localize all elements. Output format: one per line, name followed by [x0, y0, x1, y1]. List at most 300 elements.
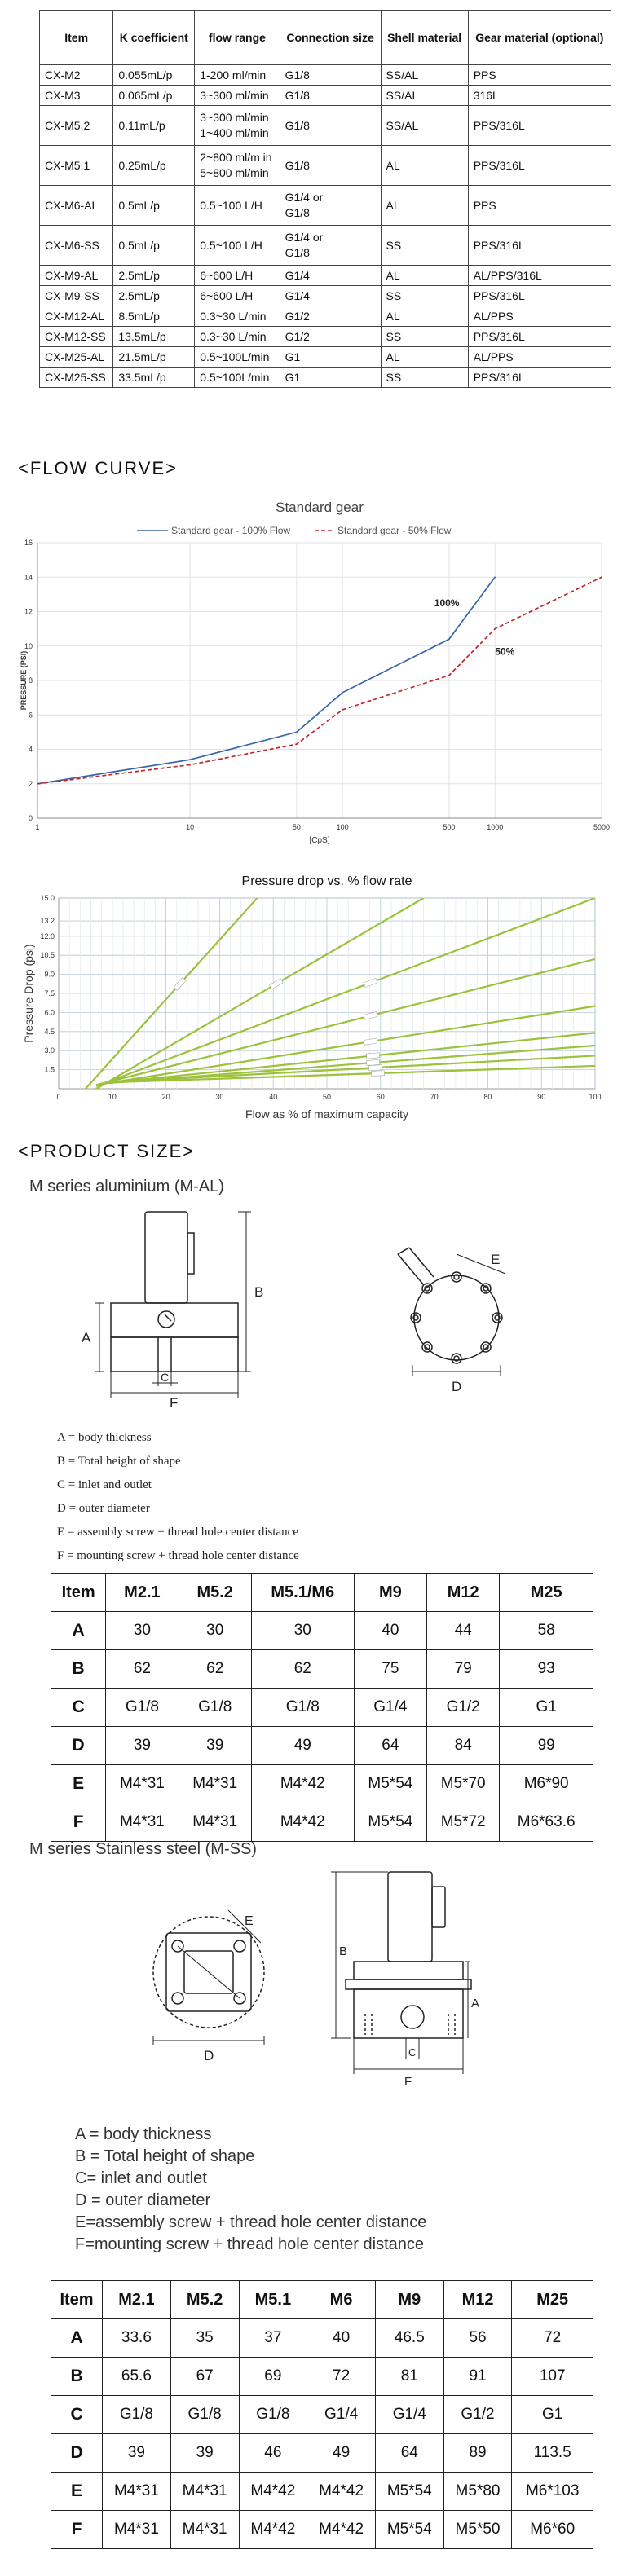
ss-cell: A	[51, 2319, 103, 2358]
spec-cell-item	[40, 106, 113, 146]
chart1-y-tick: 4	[28, 745, 33, 754]
spec-cell-k	[113, 106, 195, 146]
chart2-x-tick: 30	[215, 1093, 224, 1101]
al-cell: 58	[500, 1612, 593, 1650]
spec-cell-line: 0.5~100 L/H	[200, 198, 262, 212]
spec-cell-flow	[195, 146, 280, 186]
spec-cell-conn	[280, 286, 381, 306]
spec-cell-k	[113, 306, 195, 327]
al-cell: 62	[106, 1650, 179, 1689]
ss-row	[51, 2473, 593, 2511]
spec-cell-gear	[468, 266, 611, 286]
chart1-y-tick: 0	[28, 814, 33, 822]
ss-cell: 46.5	[375, 2319, 443, 2358]
al-cell: C	[51, 1689, 106, 1727]
chart2-x-tick: 80	[483, 1093, 492, 1101]
ss-label-e: E	[245, 1914, 254, 1928]
spec-cell-item	[40, 226, 113, 266]
spec-cell-conn	[280, 368, 381, 388]
spec-cell-line: 0.3~30 L/min	[200, 329, 267, 343]
ss-cell: 107	[512, 2358, 593, 2396]
ss-cell: B	[51, 2358, 103, 2396]
chart1-point	[448, 639, 450, 641]
spec-cell-text: CX-M12-AL	[45, 309, 105, 323]
legend-line: C = inlet and outlet	[57, 1478, 152, 1491]
spec-cell-gear	[468, 186, 611, 226]
ss-cell: M5*54	[375, 2473, 443, 2511]
chart1-x-tick: 500	[443, 823, 456, 831]
spec-cell-k	[113, 368, 195, 388]
spec-header-cell: Shell material	[381, 11, 468, 65]
al-label-d: D	[452, 1379, 462, 1394]
chart1-annotation-50: 50%	[495, 645, 515, 658]
spec-cell-item	[40, 65, 113, 86]
al-cell: G1	[500, 1689, 593, 1727]
al-label-c: C	[161, 1371, 170, 1384]
chart2-line-tag	[366, 1053, 380, 1059]
ss-header-cell: Item	[51, 2281, 103, 2319]
al-header-cell: M2.1	[106, 1574, 179, 1612]
ss-cell: G1/2	[443, 2396, 512, 2434]
al-cell: 79	[427, 1650, 500, 1689]
ss-label-c: C	[408, 2046, 417, 2059]
spec-cell-text: PPS/316L	[473, 329, 525, 343]
spec-cell-line: G1/8	[285, 118, 310, 132]
al-cell: 49	[251, 1727, 354, 1765]
chart1-point	[189, 759, 191, 760]
spec-cell-item	[40, 368, 113, 388]
spec-cell-k	[113, 327, 195, 347]
ss-cell: 91	[443, 2358, 512, 2396]
chart2-y-tick: 1.5	[44, 1065, 55, 1074]
spec-header-cell: Gear material (optional)	[468, 11, 611, 65]
ss-cell: G1/8	[239, 2396, 307, 2434]
al-cell: 99	[500, 1727, 593, 1765]
al-cell: E	[51, 1765, 106, 1803]
spec-cell-shell	[381, 306, 468, 327]
ss-cell: M4*42	[307, 2473, 376, 2511]
spec-cell-gear	[468, 106, 611, 146]
chart1-y-tick: 2	[28, 779, 33, 788]
legend-line: F=mounting screw + thread hole center distance	[75, 2235, 425, 2253]
chart2-x-tick: 100	[589, 1093, 602, 1101]
spec-cell-text: 21.5mL/p	[118, 350, 166, 363]
spec-cell-line: 1~400 ml/min	[200, 126, 269, 139]
spec-cell-line: G1/8	[285, 68, 310, 81]
ss-cell: M5*80	[443, 2473, 512, 2511]
spec-cell-shell	[381, 368, 468, 388]
ss-cell: M4*31	[103, 2473, 171, 2511]
chart1-annotation-100: 100%	[434, 597, 460, 610]
al-cell: G1/2	[427, 1689, 500, 1727]
ss-header-cell: M6	[307, 2281, 376, 2319]
ss-cell: C	[51, 2396, 103, 2434]
al-cell: G1/8	[106, 1689, 179, 1727]
ss-row	[51, 2511, 593, 2549]
spec-cell-text: PPS	[473, 198, 496, 212]
spec-cell-k	[113, 286, 195, 306]
chart1-title: Standard gear	[276, 500, 364, 515]
spec-cell-text: AL	[386, 350, 400, 363]
al-label-f: F	[170, 1395, 179, 1411]
chart1-x-tick: 5000	[593, 823, 611, 831]
chart1-x-tick: 1	[35, 823, 40, 831]
al-row	[51, 1689, 593, 1727]
spec-cell-text: CX-M9-SS	[45, 288, 99, 302]
ss-cell: M4*42	[239, 2511, 307, 2549]
spec-cell-text: AL/PPS/316L	[473, 268, 542, 282]
spec-cell-text: CX-M6-AL	[45, 198, 99, 212]
spec-cell-line: G1	[285, 370, 301, 384]
spec-cell-line: 6~600 L/H	[200, 288, 254, 302]
al-cell: 30	[179, 1612, 251, 1650]
spec-cell-line: 5~800 ml/min	[200, 166, 269, 179]
spec-cell-text: 0.11mL/p	[118, 118, 165, 132]
al-label-a: A	[82, 1330, 91, 1345]
spec-cell-line: G1/4 or	[285, 231, 324, 244]
spec-cell-text: PPS/316L	[473, 288, 525, 302]
ss-cell: M5*50	[443, 2511, 512, 2549]
ss-cell: F	[51, 2511, 103, 2549]
spec-cell-gear	[468, 146, 611, 186]
chart2-y-tick: 12.0	[40, 931, 55, 940]
chart2-x-tick: 40	[269, 1093, 278, 1101]
spec-cell-conn	[280, 106, 381, 146]
legend-line: B = Total height of shape	[57, 1455, 181, 1468]
chart1-point	[494, 576, 496, 578]
ss-cell: 72	[307, 2358, 376, 2396]
ss-label-d: D	[204, 2048, 214, 2063]
spec-cell-text: SS/AL	[386, 118, 419, 132]
al-side-view-drawing	[70, 1202, 282, 1414]
chart2-line-tag	[368, 1065, 382, 1071]
ss-cell: 37	[239, 2319, 307, 2358]
legend-line: A = body thickness	[57, 1431, 152, 1444]
spec-cell-text: 2.5mL/p	[118, 268, 160, 282]
al-header-cell: M12	[427, 1574, 500, 1612]
spec-cell-conn	[280, 226, 381, 266]
ss-cell: G1/4	[375, 2396, 443, 2434]
spec-cell-text: CX-M12-SS	[45, 329, 106, 343]
spec-cell-text: 0.065mL/p	[118, 88, 173, 102]
spec-cell-shell	[381, 347, 468, 368]
chart1-point	[296, 732, 298, 733]
chart1-x-tick: 1000	[487, 823, 504, 831]
spec-cell-gear	[468, 368, 611, 388]
spec-cell-flow	[195, 86, 280, 106]
spec-row	[40, 146, 611, 186]
spec-cell-text: 13.5mL/p	[118, 329, 166, 343]
ss-cell: G1/8	[170, 2396, 239, 2434]
spec-cell-text: AL	[386, 198, 400, 212]
spec-cell-text: 8.5mL/p	[118, 309, 160, 323]
chart1-point	[601, 576, 602, 578]
chart2-x-tick: 0	[56, 1093, 61, 1101]
al-legend	[57, 1426, 299, 1568]
ss-cell: G1/4	[307, 2396, 376, 2434]
chart2-y-tick: 6.0	[44, 1008, 55, 1017]
al-cell: 64	[354, 1727, 426, 1765]
al-cell: M4*31	[106, 1803, 179, 1842]
ss-cell: M4*31	[170, 2473, 239, 2511]
spec-cell-text: CX-M5.2	[45, 118, 90, 132]
al-cell: M5*54	[354, 1765, 426, 1803]
al-row	[51, 1612, 593, 1650]
al-cell: 30	[251, 1612, 354, 1650]
spec-cell-text: 0.055mL/p	[118, 68, 173, 81]
legend-line: E=assembly screw + thread hole center distance	[75, 2213, 427, 2231]
spec-cell-item	[40, 306, 113, 327]
chart1-legend	[137, 525, 452, 536]
ss-cell: M4*42	[307, 2511, 376, 2549]
spec-cell-conn	[280, 86, 381, 106]
ss-cell: 81	[375, 2358, 443, 2396]
flow-curve-heading: <FLOW CURVE>	[18, 458, 178, 478]
spec-cell-gear	[468, 286, 611, 306]
ss-legend	[75, 2124, 426, 2256]
spec-cell-line: 3~300 ml/min	[200, 111, 269, 124]
product-size-heading: <PRODUCT SIZE>	[18, 1141, 196, 1161]
ss-label-a: A	[471, 1997, 480, 2010]
legend-line: D = outer diameter	[57, 1502, 150, 1515]
ss-cell: 33.6	[103, 2319, 171, 2358]
spec-cell-item	[40, 327, 113, 347]
ss-header-cell: M25	[512, 2281, 593, 2319]
chart1-y-tick: 12	[24, 607, 33, 616]
spec-cell-shell	[381, 286, 468, 306]
al-cell: 75	[354, 1650, 426, 1689]
chart1-y-tick: 14	[24, 573, 33, 582]
spec-row	[40, 266, 611, 286]
ss-header-cell: M9	[375, 2281, 443, 2319]
spec-cell-text: SS	[386, 370, 402, 384]
chart2-title: Pressure drop vs. % flow rate	[241, 874, 412, 888]
ss-header-cell: M12	[443, 2281, 512, 2319]
ss-label-f: F	[404, 2075, 412, 2089]
spec-cell-text: CX-M25-AL	[45, 350, 105, 363]
spec-cell-text: AL	[386, 309, 400, 323]
chart1-y-tick: 6	[28, 711, 33, 720]
al-cell: M4*31	[106, 1765, 179, 1803]
ss-side-view-drawing	[326, 1854, 481, 2098]
ss-cell: E	[51, 2473, 103, 2511]
spec-row	[40, 347, 611, 368]
al-row	[51, 1765, 593, 1803]
spec-cell-item	[40, 286, 113, 306]
chart2-x-tick: 50	[322, 1093, 332, 1101]
al-cell: G1/8	[179, 1689, 251, 1727]
spec-cell-text: PPS/316L	[473, 158, 525, 172]
chart1-point	[37, 783, 38, 785]
chart2-x-tick: 20	[161, 1093, 170, 1101]
ss-cell: 39	[170, 2434, 239, 2473]
legend-line: A = body thickness	[75, 2125, 212, 2143]
spec-cell-item	[40, 347, 113, 368]
chart2-line-tag	[371, 1071, 384, 1077]
spec-cell-conn	[280, 266, 381, 286]
spec-cell-line: 0.5~100 L/H	[200, 238, 262, 252]
al-cell: G1/4	[354, 1689, 426, 1727]
spec-cell-text: AL	[386, 158, 400, 172]
ss-cell: M5*54	[375, 2511, 443, 2549]
chart1-x-tick: 50	[292, 823, 301, 831]
al-cell: 40	[354, 1612, 426, 1650]
spec-row	[40, 186, 611, 226]
spec-cell-conn	[280, 327, 381, 347]
al-cell: M4*42	[251, 1803, 354, 1842]
spec-header-cell: flow range	[195, 11, 280, 65]
al-label-b: B	[254, 1284, 264, 1300]
spec-cell-line: 0.5~100L/min	[200, 370, 270, 384]
spec-cell-conn	[280, 186, 381, 226]
ss-series-title: M series Stainless steel (M-SS)	[29, 1840, 257, 1858]
ss-cell: 46	[239, 2434, 307, 2473]
ss-header-cell: M5.1	[239, 2281, 307, 2319]
spec-cell-line: 0.5~100L/min	[200, 350, 270, 363]
spec-cell-line: G1/2	[285, 309, 310, 323]
spec-cell-flow	[195, 266, 280, 286]
ss-header-cell: M2.1	[103, 2281, 171, 2319]
spec-cell-line: G1/2	[285, 329, 310, 343]
spec-cell-shell	[381, 86, 468, 106]
standard-gear-chart	[16, 494, 611, 844]
chart2-y-tick: 7.5	[44, 989, 55, 997]
chart2-x-label: Flow as % of maximum capacity	[245, 1107, 408, 1121]
al-header-cell: Item	[51, 1574, 106, 1612]
spec-header-cell: K coefficient	[113, 11, 195, 65]
chart1-y-tick: 8	[28, 676, 33, 685]
al-cell: M4*42	[251, 1765, 354, 1803]
spec-cell-shell	[381, 146, 468, 186]
spec-cell-line: G1/8	[285, 246, 310, 259]
ss-cell: 56	[443, 2319, 512, 2358]
ss-cell: 64	[375, 2434, 443, 2473]
al-series-title: M series aluminium (M-AL)	[29, 1178, 224, 1196]
al-header-cell: M9	[354, 1574, 426, 1612]
spec-cell-text: CX-M2	[45, 68, 81, 81]
ss-cell: M4*31	[103, 2511, 171, 2549]
legend-label-100: Standard gear - 100% Flow	[171, 525, 291, 536]
spec-cell-flow	[195, 65, 280, 86]
spec-cell-text: 0.5mL/p	[118, 198, 160, 212]
spec-cell-gear	[468, 65, 611, 86]
spec-cell-line: G1	[285, 350, 301, 363]
spec-cell-shell	[381, 266, 468, 286]
chart1-x-tick: 100	[336, 823, 349, 831]
spec-cell-line: G1/8	[285, 88, 310, 102]
al-dimension-table	[51, 1573, 593, 1842]
spec-cell-line: G1/4	[285, 288, 310, 302]
spec-cell-text: SS/AL	[386, 68, 419, 81]
spec-cell-flow	[195, 347, 280, 368]
ss-cell: G1/8	[103, 2396, 171, 2434]
spec-cell-k	[113, 347, 195, 368]
spec-cell-text: CX-M5.1	[45, 158, 90, 172]
spec-row	[40, 327, 611, 347]
ss-cell: 49	[307, 2434, 376, 2473]
chart2-x-tick: 10	[108, 1093, 117, 1101]
spec-cell-line: G1/8	[285, 206, 310, 219]
ss-cell: 69	[239, 2358, 307, 2396]
ss-dimension-table	[51, 2280, 593, 2549]
al-cell: 93	[500, 1650, 593, 1689]
spec-cell-text: SS	[386, 288, 402, 302]
spec-cell-shell	[381, 186, 468, 226]
chart2-y-tick: 13.2	[40, 917, 55, 926]
spec-cell-text: AL/PPS	[473, 309, 514, 323]
spec-cell-text: PPS/316L	[473, 370, 525, 384]
spec-cell-line: 1-200 ml/min	[200, 68, 267, 81]
al-label-e: E	[491, 1252, 501, 1267]
al-cell: M5*70	[427, 1765, 500, 1803]
spec-cell-flow	[195, 327, 280, 347]
chart1-y-label: PRESSURE (PSI)	[20, 650, 28, 711]
chart1-point	[448, 675, 450, 676]
al-top-view-drawing	[375, 1226, 554, 1406]
spec-cell-text: 33.5mL/p	[118, 370, 166, 384]
al-cell: 62	[251, 1650, 354, 1689]
spec-row	[40, 226, 611, 266]
ss-row	[51, 2434, 593, 2473]
al-row	[51, 1803, 593, 1842]
spec-cell-shell	[381, 65, 468, 86]
al-header-cell: M5.1/M6	[251, 1574, 354, 1612]
spec-row	[40, 306, 611, 327]
legend-line: D = outer diameter	[75, 2191, 211, 2209]
al-row	[51, 1650, 593, 1689]
spec-cell-k	[113, 186, 195, 226]
spec-cell-text: SS/AL	[386, 88, 419, 102]
spec-cell-flow	[195, 286, 280, 306]
ss-cell: 65.6	[103, 2358, 171, 2396]
spec-header-cell: Connection size	[280, 11, 381, 65]
spec-cell-text: CX-M6-SS	[45, 238, 99, 252]
spec-cell-text: CX-M3	[45, 88, 81, 102]
ss-cell: 39	[103, 2434, 171, 2473]
chart2-x-tick: 60	[376, 1093, 385, 1101]
spec-cell-flow	[195, 186, 280, 226]
spec-cell-text: PPS/316L	[473, 238, 525, 252]
spec-cell-text: CX-M25-SS	[45, 370, 106, 384]
al-cell: 62	[179, 1650, 251, 1689]
spec-cell-conn	[280, 306, 381, 327]
spec-row	[40, 286, 611, 306]
chart2-x-tick: 70	[430, 1093, 439, 1101]
spec-cell-item	[40, 186, 113, 226]
chart1-point	[189, 764, 191, 766]
spec-cell-text: SS	[386, 329, 402, 343]
spec-cell-conn	[280, 347, 381, 368]
al-cell: A	[51, 1612, 106, 1650]
spec-cell-k	[113, 146, 195, 186]
spec-cell-shell	[381, 106, 468, 146]
al-cell: 39	[106, 1727, 179, 1765]
spec-cell-text: PPS	[473, 68, 496, 81]
ss-row	[51, 2396, 593, 2434]
spec-cell-text: AL/PPS	[473, 350, 514, 363]
chart2-y-tick: 9.0	[44, 970, 55, 979]
al-cell: B	[51, 1650, 106, 1689]
ss-label-b: B	[339, 1944, 348, 1958]
spec-cell-gear	[468, 347, 611, 368]
ss-cell: 72	[512, 2319, 593, 2358]
al-cell: F	[51, 1803, 106, 1842]
chart1-x-tick: 10	[186, 823, 195, 831]
ss-row	[51, 2358, 593, 2396]
chart2-line-tag	[366, 1059, 379, 1065]
spec-row	[40, 86, 611, 106]
spec-cell-k	[113, 226, 195, 266]
